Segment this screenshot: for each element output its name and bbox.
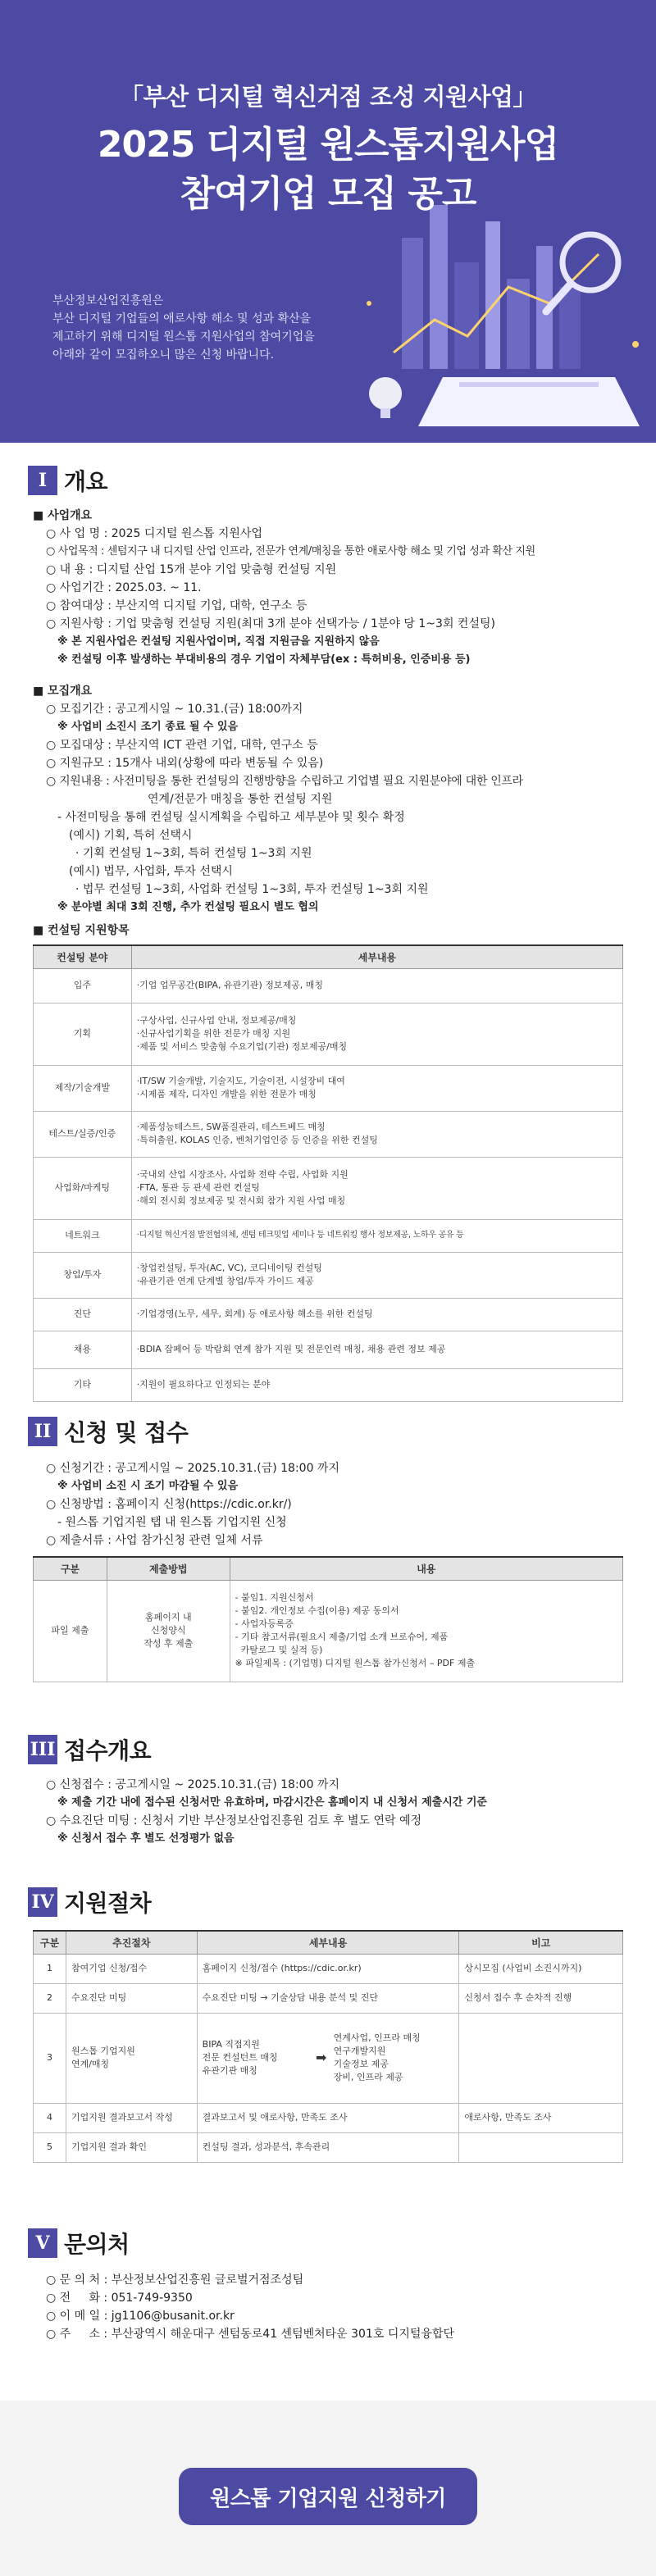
consult-detail: [131, 1003, 622, 1065]
step-name: 수요진단 미팅: [66, 1983, 197, 2013]
table-row: [34, 1003, 623, 1065]
reception-line: ○ 수요진단 미팅 : 신청서 기반 부산정보산업진흥원 검토 후 별도 연락 예정: [46, 1814, 422, 1827]
apply-button[interactable]: 원스톱 기업지원 신청하기: [179, 2468, 477, 2525]
consult-field: 네트워크: [34, 1219, 132, 1252]
step-note: 상시모집 (사업비 소진시까지): [459, 1954, 623, 1983]
overview-line: ○ 사 업 명 : 2025 디지털 원스톱 지원사업: [46, 527, 262, 540]
detail-line: ·기업경영(노무, 세무, 회계) 등 애로사항 해소를 위한 컨설팅: [136, 1308, 373, 1319]
table-row: [34, 1954, 623, 1983]
detail-line: ·유관기관 연계 단계별 창업/투자 가이드 제공: [136, 1276, 314, 1286]
detail-line: 기술정보 제공: [333, 2059, 389, 2069]
contact-line: ○ 문 의 처 : 부산정보산업진흥원 글로벌거점조성팀: [46, 2273, 304, 2287]
detail-line: BIPA 직접지원: [202, 2039, 260, 2050]
apply-info: [33, 1459, 623, 1550]
section-number: V: [28, 2228, 57, 2258]
table-header: 추진절차: [66, 1931, 197, 1954]
consult-field: 제작/기술개발: [34, 1065, 132, 1111]
consult-field: 채용: [34, 1331, 132, 1368]
consult-field: 기타: [34, 1368, 132, 1401]
recruit-line: ○ 모집대상 : 부산지역 ICT 관련 기업, 대학, 연구소 등: [46, 739, 318, 752]
contact-info: [33, 2271, 623, 2343]
consult-detail: [131, 1368, 622, 1401]
detail-line: ·구상사업, 신규사업 안내, 정보제공/매칭: [136, 1015, 297, 1026]
reception-line: ○ 신청접수 : 공고게시일 ~ 2025.10.31.(금) 18:00 까지: [46, 1778, 339, 1791]
table-row: [34, 1065, 623, 1111]
contact-email[interactable]: ○ 이 메 일 : jg1106@busanit.or.kr: [46, 2310, 235, 2323]
recruit-line: ○ 모집기간 : 공고게시일 ~ 10.31.(금) 18:00까지: [46, 703, 303, 716]
detail-line: 연계사업, 인프라 매칭: [333, 2032, 421, 2043]
step-number: 2: [34, 1983, 66, 2013]
section-apply-header: [28, 1415, 188, 1448]
procedure-table: [33, 1930, 623, 2163]
table-header: 구분: [34, 1931, 66, 1954]
hero-intro-line: 부산 디지털 기업들의 애로사항 해소 및 성과 확산을: [52, 312, 312, 325]
recruit-sub: · 기획 컨설팅 1~3회, 특허 컨설팅 1~3회 지원: [75, 847, 312, 860]
overview-line: ○ 참여대상 : 부산지역 디지털 기업, 대학, 연구소 등: [46, 599, 308, 612]
consult-detail: [131, 1065, 622, 1111]
table-header: 세부내용: [197, 1931, 459, 1954]
table-header: 비고: [459, 1931, 623, 1954]
detail-line: ·창업컨설팅, 투자(AC, VC), 코디네이팅 컨설팅: [136, 1263, 322, 1273]
detail-line: ·FTA, 통관 등 관세 관련 컨설팅: [136, 1182, 260, 1193]
notice: ※ 사업비 소진시 조기 종료 될 수 있음: [57, 721, 239, 733]
notice: ※ 분야별 최대 3회 진행, 추가 컨설팅 필요시 별도 협의: [57, 901, 319, 913]
table-header: 구분: [34, 1557, 107, 1580]
hero-title-line2: 참여기업 모집 공고: [180, 173, 476, 215]
section-number: III: [28, 1735, 57, 1764]
cta-area: [0, 2401, 656, 2576]
step-note: 신청서 접수 후 순차적 진행: [459, 1983, 623, 2013]
contents-line: - 붙임2. 개인정보 수집(이용) 제공 동의서: [235, 1605, 399, 1616]
signup-link[interactable]: 홈페이지 신청/접수 (https://cdic.or.kr): [202, 1963, 362, 1973]
consult-field: 진단: [34, 1298, 132, 1331]
detail-line: ·시제품 제작, 디자인 개발을 위한 전문가 매칭: [136, 1089, 317, 1099]
recruit-sub: · 법무 컨설팅 1~3회, 사업화 컨설팅 1~3회, 투자 컨설팅 1~3회 지원: [75, 883, 429, 896]
consult-detail: [131, 1331, 622, 1368]
method-line: 작성 후 제출: [144, 1638, 194, 1649]
step-number: 3: [34, 2013, 66, 2103]
step-detail: [197, 1954, 459, 1983]
subheading: ■ 컨설팅 지원항목: [33, 924, 130, 937]
detail-line: 전문 컨설턴트 매칭: [202, 2052, 278, 2063]
overview-line: ○ 내 용 : 디지털 산업 15개 분야 기업 맞춤형 컨설팅 지원: [46, 563, 337, 576]
apply-line: - 원스톱 기업지원 탭 내 원스톱 기업지원 신청: [57, 1516, 287, 1529]
notice: ※ 컨설팅 이후 발생하는 부대비용의 경우 기업이 자체부담(ex : 특허비용, 인증비용 등): [57, 653, 471, 666]
detail-line: ·신규사업기획을 위한 전문가 매칭 지원: [136, 1028, 291, 1039]
detail-line: ·BDIA 잡페어 등 박람회 연계 참가 지원 및 전문인력 매칭, 채용 관련 정보 제공: [136, 1344, 446, 1354]
hero-intro: [52, 292, 364, 364]
detail-line: 장비, 인프라 제공: [333, 2072, 403, 2082]
table-row: [34, 1368, 623, 1401]
section-contact-header: [28, 2227, 130, 2260]
detail-line: ·해외 전시회 정보제공 및 전시회 참가 지원 사업 매칭: [136, 1195, 346, 1206]
detail-line: ·기업 업무공간(BIPA, 유관기관) 정보제공, 매칭: [136, 980, 323, 990]
step-detail: 수요진단 미팅 → 기술상담 내용 분석 및 진단: [197, 1983, 459, 2013]
table-row: [34, 2132, 623, 2162]
step-name: [66, 2013, 197, 2103]
detail-line: ·디지털 혁신거점 발전협의체, 센텀 테크밋업 세미나 등 네트워킹 행사 정보제공, 노하우 공유 등: [136, 1231, 464, 1240]
method-line: 홈페이지 내: [144, 1612, 192, 1623]
contents-line: - 붙임1. 지원신청서: [235, 1592, 314, 1603]
consulting-table: [33, 944, 623, 1402]
detail-line: 연구개발지원: [333, 2046, 386, 2056]
reception-info: [33, 1776, 623, 1848]
business-overview: [33, 507, 623, 669]
doc-contents: [230, 1580, 622, 1682]
section-number: II: [28, 1417, 57, 1446]
doc-kind: 파일 제출: [34, 1580, 107, 1682]
apply-line: ○ 신청기간 : 공고게시일 ~ 2025.10.31.(금) 18:00 까지: [46, 1462, 339, 1475]
contact-address: ○ 주 소 : 부산광역시 해운대구 센텀동로41 센텀벤처타운 301호 디지털융합단: [46, 2328, 454, 2341]
recruit-line: 연계/전문가 매칭을 통한 컨설팅 지원: [148, 793, 333, 806]
hero-title-line1: 2025 디지털 원스톱지원사업: [97, 124, 559, 166]
table-row: [34, 1580, 623, 1682]
subheading: ■ 사업개요: [33, 509, 93, 522]
table-row: [34, 1331, 623, 1368]
section-title: 개요: [64, 468, 108, 495]
step-note: [459, 2013, 623, 2103]
table-row: [34, 1157, 623, 1219]
table-header: 컨설팅 분야: [34, 945, 132, 968]
section-title: 신청 및 접수: [64, 1419, 189, 1446]
table-row: [34, 968, 623, 1003]
step-number: 4: [34, 2103, 66, 2132]
recruit-sub: (예시) 법무, 사업화, 투자 선택시: [69, 865, 233, 878]
recruit-line: ○ 지원규모 : 15개사 내외(상황에 따라 변동될 수 있음): [46, 757, 324, 770]
detail-line: 유관기관 매칭: [202, 2065, 257, 2076]
method-line: 신청양식: [151, 1625, 186, 1636]
section-number: IV: [28, 1887, 57, 1917]
documents-table: [33, 1556, 623, 1682]
contents-line: ※ 파일제목 : (기업명) 디지털 원스톱 참가신청서 – PDF 제출: [235, 1658, 476, 1668]
hero-banner: [0, 0, 656, 443]
consult-detail: [131, 1252, 622, 1298]
step-name-line: 연계/매칭: [71, 2059, 110, 2069]
detail-line: ·제품 및 서비스 맞춤형 수요기업(기관) 정보제공/매칭: [136, 1041, 348, 1052]
apply-line: ○ 제출서류 : 사업 참가신청 관련 일체 서류: [46, 1534, 263, 1547]
detail-line: ·특허출원, KOLAS 인증, 벤처기업인증 등 인증을 위한 컨설팅: [136, 1135, 378, 1145]
step-number: 5: [34, 2132, 66, 2162]
step-name-line: 원스톱 기업지원: [71, 2046, 135, 2056]
consult-field: 창업/투자: [34, 1252, 132, 1298]
consult-field: 사업화/마케팅: [34, 1157, 132, 1219]
detail-right: [334, 2032, 421, 2084]
hero-kicker: 「부산 디지털 혁신거점 조성 지원사업」: [119, 83, 537, 111]
section-reception-header: [28, 1733, 151, 1766]
step-note: [459, 2132, 623, 2162]
detail-line: ·국내외 산업 시장조사, 사업화 전략 수립, 사업화 지원: [136, 1169, 348, 1180]
consult-detail: [131, 1219, 622, 1252]
hero-intro-line: 부산정보산업진흥원은: [52, 294, 164, 307]
step-number: 1: [34, 1954, 66, 1983]
table-row: [34, 1252, 623, 1298]
recruit-line: ○ 지원내용 : 사전미팅을 통한 컨설팅의 진행방향을 수립하고 기업별 필요 지원분야에 대한 인프라: [46, 775, 523, 788]
recruit-sub: (예시) 기획, 특허 선택시: [69, 829, 193, 842]
section-title: 지원절차: [64, 1890, 152, 1917]
table-row: [34, 2013, 623, 2103]
hero-illustration: [344, 189, 656, 443]
step-detail: [197, 2013, 459, 2103]
table-row: [34, 2103, 623, 2132]
overview-line: ○ 사업기간 : 2025.03. ~ 11.: [46, 581, 202, 594]
step-name: 참여기업 신청/접수: [66, 1954, 197, 1983]
overview-line: ○ 지원사항 : 기업 맞춤형 컨설팅 지원(최대 3개 분야 선택가능 / 1분야 당 1~3회 컨설팅): [46, 617, 495, 630]
contents-line: 카탈로그 및 실적 등): [235, 1645, 323, 1655]
consult-detail: [131, 968, 622, 1003]
hero-intro-line: 제고하기 위해 디지털 원스톱 지원사업의 참여기업을: [52, 330, 315, 344]
consult-detail: [131, 1298, 622, 1331]
detail-line: ·지원이 필요하다고 인정되는 분야: [136, 1379, 271, 1390]
overview-line: ○ 사업목적 : 센텀지구 내 디지털 산업 인프라, 전문가 연계/매칭을 통한 애로사항 해소 및 기업 성과 확산 지원: [46, 545, 535, 558]
section-procedure-header: [28, 1886, 151, 1918]
detail-line: ·IT/SW 기술개발, 기술지도, 기술이전, 시설장비 대여: [136, 1076, 345, 1086]
arrow-right-icon: ➡: [315, 2050, 327, 2065]
consult-detail: [131, 1157, 622, 1219]
table-row: [34, 1111, 623, 1157]
table-header: 내용: [230, 1557, 622, 1580]
section-title: 문의처: [64, 2231, 130, 2258]
recruit-sub: - 사전미팅을 통해 컨설팅 실시계획을 수립하고 세부분야 및 횟수 확정: [57, 811, 405, 824]
section-overview-header: [28, 464, 107, 497]
step-note: 애로사항, 만족도 조사: [459, 2103, 623, 2132]
section-title: 접수개요: [64, 1737, 152, 1764]
detail-left: [203, 2038, 309, 2078]
notice: ※ 본 지원사업은 컨설팅 지원사업이며, 직접 지원금을 지원하지 않음: [57, 635, 380, 648]
contents-line: - 사업자등록증: [235, 1618, 294, 1629]
doc-method: [107, 1580, 230, 1682]
consult-detail: [131, 1111, 622, 1157]
notice: ※ 신청서 접수 후 별도 선정평가 없음: [57, 1832, 235, 1845]
step-detail: 컨설팅 결과, 성과분석, 후속관리: [197, 2132, 459, 2162]
apply-line: ○ 신청방법 : 홈페이지 신청(https://cdic.or.kr/): [46, 1498, 292, 1511]
detail-line: ·제품성능테스트, SW품질관리, 테스트베드 매칭: [136, 1122, 326, 1132]
consult-field: 테스트/실증/인증: [34, 1111, 132, 1157]
table-row: [34, 1219, 623, 1252]
consulting-heading: [33, 922, 623, 940]
recruit-overview: [33, 682, 623, 917]
table-header: 제출방법: [107, 1557, 230, 1580]
step-name: 기업지원 결과 확인: [66, 2132, 197, 2162]
table-row: [34, 1983, 623, 2013]
consult-field: 입주: [34, 968, 132, 1003]
step-name: 기업지원 결과보고서 작성: [66, 2103, 197, 2132]
step-detail: 결과보고서 및 애로사항, 만족도 조사: [197, 2103, 459, 2132]
notice: ※ 제출 기간 내에 접수된 신청서만 유효하며, 마감시간은 홈페이지 내 신청서 제출시간 기준: [57, 1796, 487, 1809]
hero-intro-line: 아래와 같이 모집하오니 많은 신청 바랍니다.: [52, 348, 275, 362]
contact-phone: ○ 전 화 : 051-749-9350: [46, 2292, 193, 2305]
subheading: ■ 모집개요: [33, 685, 93, 698]
contents-line: - 기타 참고서류(필요시 제출/기업 소개 브로슈어, 제품: [235, 1632, 449, 1642]
table-header: 세부내용: [131, 945, 622, 968]
consult-field: 기획: [34, 1003, 132, 1065]
table-row: [34, 1298, 623, 1331]
notice: ※ 사업비 소진 시 조기 마감될 수 있음: [57, 1480, 239, 1492]
section-number: I: [28, 466, 57, 495]
